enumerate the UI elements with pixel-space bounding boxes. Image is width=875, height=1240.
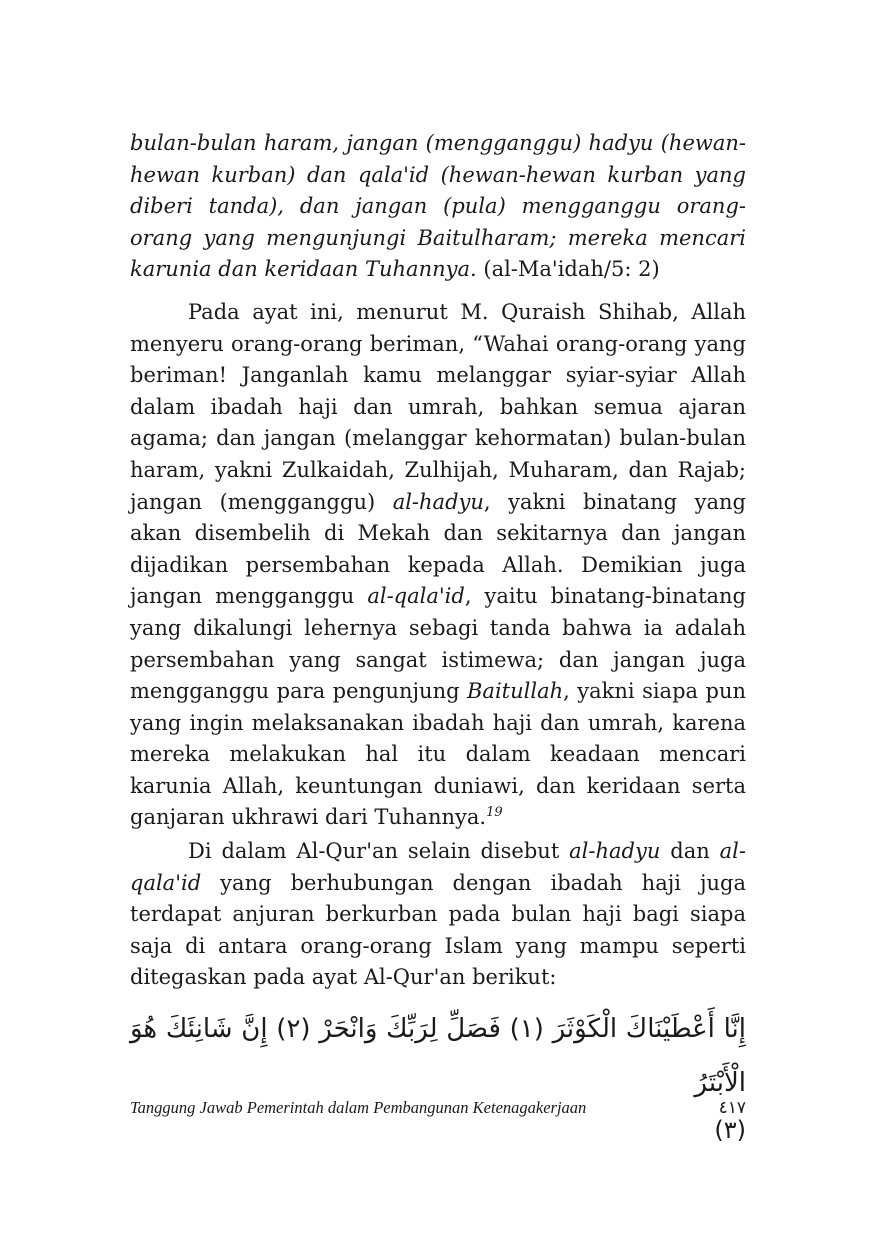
quran-translation-quote bbox=[130, 128, 746, 286]
paragraph-text: Di dalam Al-Qur'an selain disebut bbox=[188, 839, 570, 864]
paragraph-text: dan bbox=[660, 839, 720, 864]
page-footer bbox=[130, 1098, 746, 1118]
italic-term: al-qala'id bbox=[130, 839, 746, 895]
paragraph-text: , yakni siapa pun yang ingin melaksanakan ibadah haji dan umrah, karena mereka melakukan hal itu dalam keadaan mencari karunia Allah, keuntungan duniawi, dan keridaan serta ganjaran ukhrawi dari Tuhannya. bbox=[130, 679, 746, 830]
paragraph-quraish-shihab bbox=[130, 297, 746, 834]
paragraph-text: yang berhubungan dengan ibadah haji juga terdapat anjuran berkurban pada bulan haji bagi siapa saja di antara orang-orang Islam yang mampu seperti ditegaskan pada ayat Al-Qur'an berikut: bbox=[130, 870, 746, 990]
italic-term: al-hadyu bbox=[569, 839, 661, 864]
italic-term: Baitullah bbox=[467, 679, 564, 704]
quote-reference: (al-Ma'idah/5: 2) bbox=[483, 257, 660, 282]
footnote-marker[interactable]: 19 bbox=[486, 805, 503, 821]
running-footer-title: Tanggung Jawab Pemerintah dalam Pembangunan Ketenagakerjaan bbox=[130, 1098, 587, 1117]
italic-term: al-qala'id bbox=[367, 584, 465, 609]
paragraph-al-quran bbox=[130, 836, 746, 994]
paragraph-text: Pada ayat ini, menurut M. Quraish Shihab, Allah menyeru orang-orang beriman, “Wahai orang-orang yang beriman! Janganlah kamu melanggar syiar-syiar Allah dalam ibadah haji dan umrah, bahkan semua ajaran agama; dan jangan (melanggar kehormatan) bulan-bulan haram, yakni Zulkaidah, Zulhijah, Muharam, dan Rajab; jangan (mengganggu) bbox=[130, 299, 746, 514]
paragraph-text: , yakni binatang yang akan disembelih di Mekah dan sekitarnya dan jangan dijadikan persembahan kepada Allah. Demikian juga jangan mengganggu bbox=[130, 489, 746, 609]
quote-text: bulan-bulan haram, jangan (mengganggu) hadyu (hewan-hewan kurban) dan qala'id (hewan-hewan kurban yang diberi tanda), dan jangan (pula) mengganggu orang-orang yang mengunjungi Baitulharam; mereka mencari karunia dan keridaan Tuhannya. bbox=[130, 131, 746, 282]
arabic-verse-number: (٣) bbox=[714, 1116, 746, 1145]
paragraph-text: , yaitu binatang-binatang yang dikalungi lehernya sebagi tanda bahwa ia adalah persembahan yang sangat istimewa; dan jangan juga mengganggu para pengunjung bbox=[130, 584, 746, 704]
page-number: ٤١٧ bbox=[718, 1098, 746, 1118]
italic-term: al-hadyu bbox=[392, 489, 484, 514]
page-body bbox=[130, 128, 746, 1150]
arabic-verse: إِنَّا أَعْطَيْنَاكَ الْكَوْثَرَ (١) فَصَلِّ لِرَبِّكَ وَانْحَرْ (٢) إِنَّ شَانِئَكَ هُوَ الْأَبْتَرُ bbox=[130, 1014, 746, 1099]
